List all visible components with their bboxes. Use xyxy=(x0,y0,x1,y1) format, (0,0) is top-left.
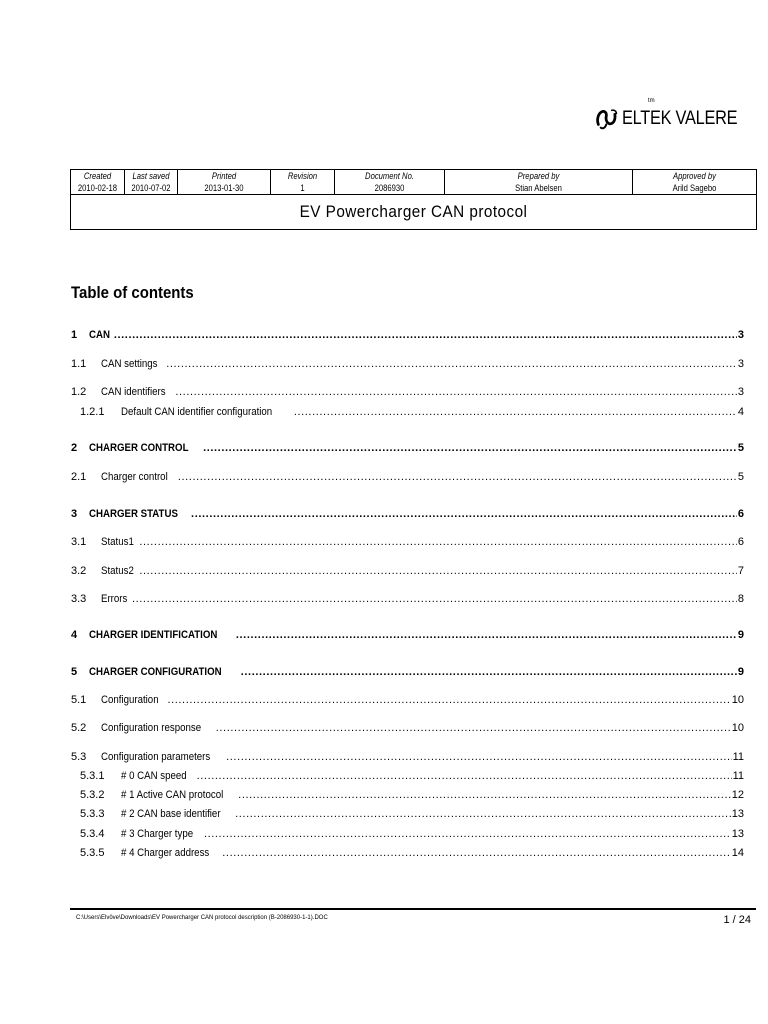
revision-cell xyxy=(271,170,335,195)
toc-entry[interactable] xyxy=(0,441,756,455)
toc-entry-label: CAN identifiers xyxy=(101,386,166,398)
toc-entry[interactable] xyxy=(0,628,756,642)
document-info-table xyxy=(70,169,757,230)
toc-entry-label: CAN settings xyxy=(101,358,158,370)
toc-entry-number: 5.2 xyxy=(71,722,87,734)
toc-entry-number: 3.3 xyxy=(71,593,87,605)
document-title-row xyxy=(71,195,757,230)
toc-entry-page: 13 xyxy=(731,808,744,820)
toc-entry-page: 6 xyxy=(737,536,744,548)
footer-file-path: C:\Users\Elvöve\Downloads\EV Powercharger CAN protocol description (B-2086930-1-1).DOC xyxy=(76,915,328,921)
last-saved-label: Last saved xyxy=(132,171,170,181)
toc-leader-dots xyxy=(139,535,737,549)
toc-leader-dots xyxy=(191,507,737,521)
toc-entry-page: 13 xyxy=(731,828,744,840)
toc-leader-dots xyxy=(222,846,730,860)
toc-entry-page: 3 xyxy=(737,386,744,398)
toc-entry[interactable] xyxy=(0,405,756,419)
last-saved-cell xyxy=(125,170,178,195)
toc-entry[interactable] xyxy=(0,788,756,802)
toc-leader-dots xyxy=(139,564,737,578)
last-saved-value: 2010-07-02 xyxy=(131,183,171,193)
prepared-by-value: Stian Abelsen xyxy=(515,183,562,193)
toc-entry-page: 12 xyxy=(731,789,744,801)
toc-entry[interactable] xyxy=(0,564,756,578)
document-title: EV Powercharger CAN protocol xyxy=(299,202,528,221)
toc-entry-page: 9 xyxy=(737,666,744,678)
footer-page-number: 1 / 24 xyxy=(723,914,751,926)
toc-entry-page: 11 xyxy=(732,770,744,782)
toc-entry-label: CHARGER IDENTIFICATION xyxy=(89,629,218,641)
toc-leader-dots xyxy=(114,328,737,342)
toc-heading: Table of contents xyxy=(71,283,194,302)
toc-entry-label: Status2 xyxy=(101,565,134,577)
toc-entry-number: 5.3.3 xyxy=(80,808,105,820)
toc-entry-number: 3 xyxy=(71,508,78,520)
toc-leader-dots xyxy=(175,385,737,399)
toc-entry-label: # 3 Charger type xyxy=(121,828,194,840)
toc-entry[interactable] xyxy=(0,807,756,821)
toc-entry-number: 3.2 xyxy=(71,565,87,577)
toc-entry[interactable] xyxy=(0,535,756,549)
toc-entry-page: 7 xyxy=(737,565,744,577)
toc-entry-label: CHARGER STATUS xyxy=(89,508,178,520)
created-label: Created xyxy=(83,171,112,181)
prepared-by-cell xyxy=(445,170,633,195)
toc-entry-number: 5.1 xyxy=(71,694,87,706)
toc-leader-dots xyxy=(167,693,730,707)
toc-leader-dots xyxy=(226,750,731,764)
created-cell xyxy=(71,170,125,195)
toc-entry-label: Errors xyxy=(101,593,128,605)
toc-entry-page: 8 xyxy=(737,593,744,605)
toc-entry-number: 5 xyxy=(71,666,78,678)
toc-entry-page: 14 xyxy=(731,847,744,859)
toc-leader-dots xyxy=(197,769,732,783)
toc-entry-label: Status1 xyxy=(101,536,134,548)
toc-entry-label: Configuration response xyxy=(101,722,202,734)
toc-entry-page: 4 xyxy=(737,406,744,418)
toc-entry-number: 1.2.1 xyxy=(80,406,105,418)
toc-leader-dots xyxy=(203,441,737,455)
toc-leader-dots xyxy=(235,807,731,821)
approved-by-cell xyxy=(633,170,757,195)
document-number-cell xyxy=(335,170,445,195)
toc-entry[interactable] xyxy=(0,846,756,860)
toc-entry-number: 5.3.4 xyxy=(80,828,105,840)
toc-entry[interactable] xyxy=(0,357,756,371)
revision-label: Revision xyxy=(287,171,318,181)
brand-name: ELTEK VALERE xyxy=(621,108,738,129)
toc-entry-number: 2 xyxy=(71,442,78,454)
printed-value: 2013-01-30 xyxy=(204,183,244,193)
toc-entry[interactable] xyxy=(0,665,756,679)
document-number-label: Document No. xyxy=(365,171,414,181)
toc-entry-page: 10 xyxy=(731,694,744,706)
company-logo xyxy=(596,86,756,152)
toc-entry-label: Default CAN identifier configuration xyxy=(121,406,273,418)
toc-leader-dots xyxy=(238,788,731,802)
toc-entry[interactable] xyxy=(0,721,756,735)
toc-leader-dots xyxy=(204,827,731,841)
approved-by-value: Arild Sagebo xyxy=(672,183,717,193)
toc-entry-page: 5 xyxy=(737,471,744,483)
document-info-row xyxy=(71,170,757,195)
toc-entry-number: 5.3.1 xyxy=(80,770,105,782)
toc-entry-number: 5.3.2 xyxy=(80,789,105,801)
toc-entry-page: 9 xyxy=(737,629,744,641)
toc-leader-dots xyxy=(166,357,737,371)
toc-leader-dots xyxy=(132,592,737,606)
toc-entry-page: 6 xyxy=(737,508,744,520)
toc-entry[interactable] xyxy=(0,769,756,783)
toc-entry-number: 1 xyxy=(71,329,78,341)
toc-entry-label: CHARGER CONFIGURATION xyxy=(89,666,222,678)
toc-entry[interactable] xyxy=(0,693,756,707)
toc-entry-page: 10 xyxy=(731,722,744,734)
printed-label: Printed xyxy=(211,171,237,181)
toc-entry-label: # 0 CAN speed xyxy=(121,770,187,782)
trademark-mark: tm xyxy=(648,98,655,104)
toc-entry-number: 5.3 xyxy=(71,751,87,763)
toc-leader-dots xyxy=(216,721,731,735)
document-number-value: 2086930 xyxy=(374,183,405,193)
toc-entry-label: Configuration parameters xyxy=(101,751,211,763)
created-value: 2010-02-18 xyxy=(77,183,118,193)
footer-divider xyxy=(70,908,756,910)
toc-entry[interactable] xyxy=(0,827,756,841)
toc-entry-page: 3 xyxy=(737,329,744,341)
toc-entry-label: # 1 Active CAN protocol xyxy=(121,789,224,801)
approved-by-label: Approved by xyxy=(673,171,716,181)
toc-entry-number: 2.1 xyxy=(71,471,87,483)
toc-entry[interactable] xyxy=(0,592,756,606)
toc-entry-number: 1.1 xyxy=(71,358,87,370)
toc-entry[interactable] xyxy=(0,328,756,342)
prepared-by-label: Prepared by xyxy=(517,171,560,181)
toc-entry-number: 5.3.5 xyxy=(80,847,105,859)
toc-entry-number: 4 xyxy=(71,629,78,641)
toc-entry-label: CAN xyxy=(89,329,110,341)
toc-leader-dots xyxy=(178,470,737,484)
toc-entry-page: 3 xyxy=(737,358,744,370)
printed-cell xyxy=(178,170,271,195)
toc-entry-label: # 2 CAN base identifier xyxy=(121,808,221,820)
document-title-cell xyxy=(71,195,757,230)
toc-entry-number: 1.2 xyxy=(71,386,87,398)
toc-entry[interactable] xyxy=(0,507,756,521)
toc-entry-page: 11 xyxy=(732,751,744,763)
toc-entry[interactable] xyxy=(0,750,756,764)
toc-leader-dots xyxy=(241,665,737,679)
revision-value: 1 xyxy=(300,183,305,193)
eltek-swirl-icon xyxy=(596,89,618,149)
toc-entry[interactable] xyxy=(0,385,756,399)
toc-entry-label: CHARGER CONTROL xyxy=(89,442,189,454)
toc-entry-label: # 4 Charger address xyxy=(121,847,210,859)
toc-entry-number: 3.1 xyxy=(71,536,87,548)
toc-entry-label: Charger control xyxy=(101,471,168,483)
toc-leader-dots xyxy=(294,405,737,419)
toc-entry-page: 5 xyxy=(737,442,744,454)
toc-leader-dots xyxy=(236,628,737,642)
toc-entry[interactable] xyxy=(0,470,756,484)
toc-entry-label: Configuration xyxy=(101,694,159,706)
